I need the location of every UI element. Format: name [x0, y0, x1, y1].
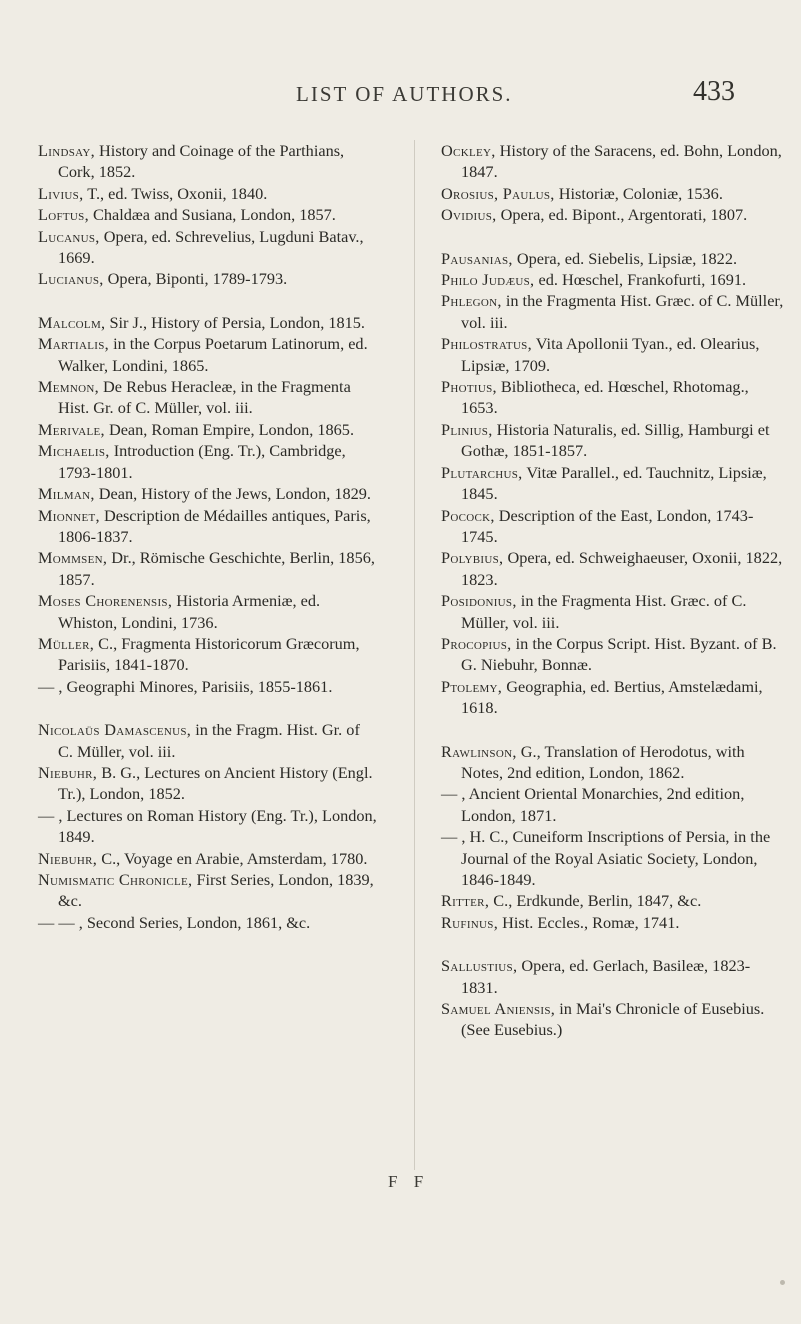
author-entry	[38, 633, 378, 676]
author-entry	[441, 505, 786, 548]
right-column	[441, 140, 786, 1041]
author-name: Philo Judæus,	[441, 270, 535, 290]
entry-text: Vitæ Parallel., ed. Tauchnitz, Lipsiæ, 1845.	[461, 462, 767, 504]
author-entry	[38, 440, 378, 483]
entry-text: Geographia, ed. Bertius, Amstelædami, 1618.	[461, 676, 763, 718]
entry-text: Hist. Eccles., Romæ, 1741.	[498, 912, 680, 932]
author-name: Mommsen,	[38, 548, 108, 568]
entry-text: T., ed. Twiss, Oxonii, 1840.	[83, 183, 268, 203]
entry-text: Description of the East, London, 1743-1745.	[461, 505, 754, 546]
author-name: Malcolm,	[38, 312, 106, 332]
author-entry	[38, 869, 378, 912]
author-name: Merivale,	[38, 419, 105, 439]
entry-text: Historia Naturalis, ed. Sillig, Hamburgi et Gothæ, 1851-1857.	[461, 419, 770, 461]
entry-text: B. G., Lectures on Ancient History (Engl. Tr.), London, 1852.	[58, 762, 373, 804]
entry-text: in Mai's Chronicle of Eusebius. (See Eusebius.)	[461, 999, 765, 1040]
author-entry	[441, 633, 786, 676]
author-entry	[38, 140, 378, 183]
entry-text: De Rebus Heracleæ, in the Fragmenta Hist. Gr. of C. Müller, vol. iii.	[58, 377, 351, 418]
author-name: Lucianus,	[38, 269, 104, 289]
entry-text: Bibliotheca, ed. Hœschel, Rhotomag., 1653.	[461, 377, 749, 418]
author-entry	[38, 183, 378, 204]
entry-text: Historiæ, Coloniæ, 1536.	[554, 183, 723, 203]
author-entry	[38, 590, 378, 633]
entry-text: Sir J., History of Persia, London, 1815.	[105, 312, 365, 332]
author-name: Pausanias,	[441, 248, 513, 268]
author-entry	[38, 312, 378, 333]
author-entry	[441, 590, 786, 633]
entry-text: Vita Apollonii Tyan., ed. Olearius, Lipsiæ, 1709.	[461, 334, 760, 375]
author-entry	[38, 805, 378, 848]
author-name: Martialis,	[38, 334, 109, 354]
entry-text: in the Fragm. Hist. Gr. of C. Müller, vol. iii.	[58, 720, 360, 761]
author-entry	[441, 955, 786, 998]
author-name: Lindsay,	[38, 141, 95, 160]
author-name: Milman,	[38, 484, 95, 504]
entry-text: History of the Saracens, ed. Bohn, London, 1847.	[461, 141, 782, 182]
page-number: 433	[693, 76, 735, 107]
entry-text: Opera, ed. Bipont., Argentorati, 1807.	[496, 205, 748, 225]
author-name: Rawlinson,	[441, 741, 517, 761]
author-entry	[441, 269, 786, 290]
entry-text: — , Ancient Oriental Monarchies, 2nd edition, London, 1871.	[441, 784, 745, 825]
entry-text: in the Fragmenta Hist. Græc. of C. Müller, vol. iii.	[461, 591, 747, 632]
entry-text: Chaldæa and Susiana, London, 1857.	[88, 205, 336, 225]
author-name: Niebuhr,	[38, 848, 98, 868]
author-name: Plinius,	[441, 419, 493, 439]
author-entry	[441, 676, 786, 719]
author-entry	[38, 505, 378, 548]
entry-text: ed. Hœschel, Frankofurti, 1691.	[534, 270, 747, 290]
author-entry	[38, 719, 378, 762]
author-name: Nicolaüs Damascenus,	[38, 720, 192, 740]
author-name: Livius,	[38, 183, 84, 203]
author-name: Samuel Aniensis,	[441, 999, 556, 1019]
author-entry	[441, 912, 786, 933]
author-name: Plutarchus,	[441, 462, 523, 482]
author-entry	[441, 333, 786, 376]
author-entry	[441, 547, 786, 590]
entry-text: History and Coinage of the Parthians, Cork, 1852.	[58, 141, 345, 182]
author-entry	[441, 741, 786, 784]
author-name: Numismatic Chronicle,	[38, 870, 193, 889]
author-name: Philostratus,	[441, 334, 532, 354]
author-entry	[38, 204, 378, 225]
left-column	[38, 140, 378, 933]
author-entry	[38, 419, 378, 440]
author-name: Polybius,	[441, 548, 504, 568]
entry-text: — , Lectures on Roman History (Eng. Tr.), London, 1849.	[38, 805, 377, 847]
entry-text: G., Translation of Herodotus, with Notes, 2nd edition, London, 1862.	[461, 741, 745, 782]
author-entry	[441, 826, 786, 890]
author-entry	[441, 204, 786, 225]
author-name: Niebuhr,	[38, 762, 98, 782]
entry-text: Description de Médailles antiques, Paris, 1806-1837.	[58, 505, 371, 546]
entry-text: Opera, ed. Siebelis, Lipsiæ, 1822.	[512, 248, 738, 268]
author-entry	[441, 376, 786, 419]
entry-text: C., Voyage en Arabie, Amsterdam, 1780.	[97, 848, 368, 868]
entry-text: Dr., Römische Geschichte, Berlin, 1856, 1857.	[58, 548, 375, 589]
author-entry	[38, 268, 378, 289]
author-entry	[441, 890, 786, 911]
author-name: Procopius,	[441, 633, 512, 653]
author-name: Sallustius,	[441, 956, 518, 976]
author-name: Ritter,	[441, 891, 490, 911]
author-name: Lucanus,	[38, 226, 100, 246]
author-entry	[441, 183, 786, 204]
paper-speck	[780, 1280, 785, 1285]
author-entry	[38, 547, 378, 590]
author-entry	[38, 376, 378, 419]
author-name: Pocock,	[441, 505, 495, 525]
author-name: Photius,	[441, 377, 497, 397]
author-name: Loftus,	[38, 205, 89, 225]
signature-mark: F F	[388, 1172, 430, 1191]
entry-text: C., Erdkunde, Berlin, 1847, &c.	[489, 891, 702, 911]
column-divider	[414, 140, 415, 1170]
author-name: Mionnet,	[38, 505, 100, 525]
author-name: Moses Chorenensis,	[38, 591, 173, 611]
author-entry	[441, 462, 786, 505]
entry-text: Opera, ed. Schrevelius, Lugduni Batav., 1669.	[58, 226, 364, 268]
author-entry	[441, 783, 786, 826]
author-entry	[441, 140, 786, 183]
author-entry	[38, 483, 378, 504]
author-name: Posidonius,	[441, 591, 517, 611]
author-entry	[441, 419, 786, 462]
author-entry	[441, 248, 786, 269]
author-name: Rufinus,	[441, 912, 499, 932]
running-head: LIST OF AUTHORS.	[296, 82, 513, 106]
author-entry	[38, 848, 378, 869]
author-entry	[38, 226, 378, 269]
author-entry	[38, 762, 378, 805]
author-entry	[38, 912, 378, 933]
entry-text: — — , Second Series, London, 1861, &c.	[38, 912, 311, 932]
entry-text: Opera, ed. Gerlach, Basileæ, 1823-1831.	[461, 956, 751, 997]
author-name: Ockley,	[441, 141, 496, 160]
entry-text: Dean, Roman Empire, London, 1865.	[104, 419, 355, 439]
entry-text: C., Fragmenta Historicorum Græcorum, Parisiis, 1841-1870.	[58, 633, 360, 675]
author-name: Michaelis,	[38, 441, 110, 461]
entry-text: in the Corpus Poetarum Latinorum, ed. Walker, Londini, 1865.	[58, 334, 368, 375]
entry-text: — , H. C., Cuneiform Inscriptions of Persia, in the Journal of the Royal Asiatic Society, London, 1846-1849.	[441, 827, 771, 889]
entry-text: Opera, ed. Schweighaeuser, Oxonii, 1822, 1823.	[461, 548, 783, 589]
author-entry	[38, 333, 378, 376]
entry-text: Dean, History of the Jews, London, 1829.	[94, 484, 371, 504]
entry-text: Introduction (Eng. Tr.), Cambridge, 1793-1801.	[58, 441, 346, 482]
entry-text: in the Corpus Script. Hist. Byzant. of B. G. Niebuhr, Bonnæ.	[461, 633, 777, 675]
page-header	[0, 76, 801, 116]
entry-text: First Series, London, 1839, &c.	[58, 870, 374, 911]
author-name: Orosius, Paulus,	[441, 183, 555, 203]
author-name: Memnon,	[38, 377, 99, 397]
author-name: Phlegon,	[441, 291, 502, 311]
author-entry	[441, 290, 786, 333]
author-entry	[38, 676, 378, 697]
author-name: Müller,	[38, 633, 95, 653]
author-entry	[441, 998, 786, 1041]
author-name: Ptolemy,	[441, 676, 503, 696]
entry-text: Opera, Biponti, 1789-1793.	[103, 269, 288, 289]
entry-text: in the Fragmenta Hist. Græc. of C. Müller, vol. iii.	[461, 291, 784, 332]
entry-text: Historia Armeniæ, ed. Whiston, Londini, 1736.	[58, 591, 321, 632]
entry-text: — , Geographi Minores, Parisiis, 1855-1861.	[38, 676, 333, 696]
author-name: Ovidius,	[441, 205, 497, 225]
